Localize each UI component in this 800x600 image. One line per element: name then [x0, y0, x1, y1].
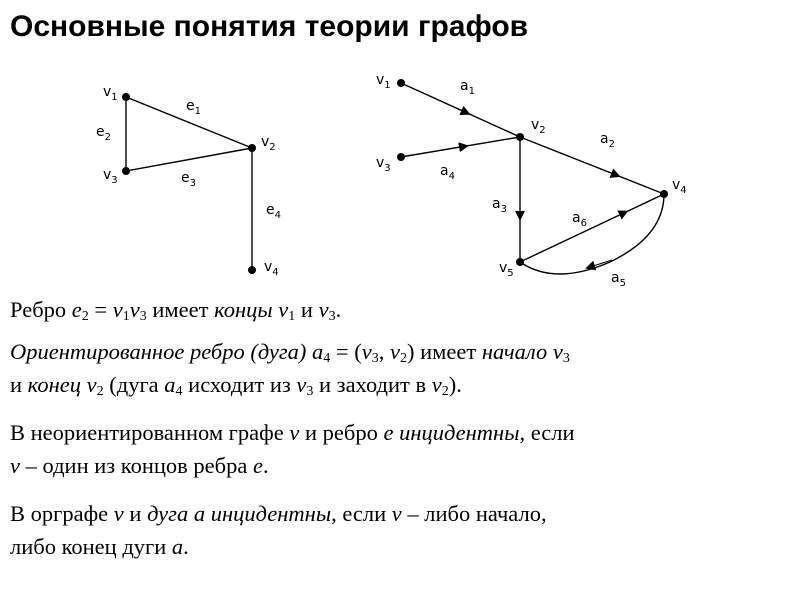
- text-line-digraph-incidence: В орграфе v и дуга a инцидентны, если v – либо начало,: [10, 501, 547, 526]
- text-line-digraph-incidence-cont: либо конец дуги a.: [10, 534, 189, 559]
- vertex-v3-label: $v_3$: [376, 155, 391, 174]
- arc-a1-arrowhead: [440, 101, 466, 113]
- arc-a3-label: $a_3$: [492, 196, 507, 215]
- arc-a1-label: $a_1$: [460, 78, 475, 97]
- arc-a5-label: $a_5$: [611, 270, 626, 289]
- text-line-undirected-incidence: В неориентированном графе v и ребро e инцидентны, если: [10, 420, 575, 445]
- text-line-directed-edge: Ориентированное ребро (дуга) $a_4 = (v_3$, $v_2$) имеет начало $v_3$: [10, 339, 570, 366]
- vertex-v1-dot: [122, 93, 130, 101]
- vertex-v5-label: $v_5$: [499, 260, 514, 279]
- arc-a4-arrowhead: [440, 146, 464, 150]
- vertex-v2-dot: [516, 133, 524, 141]
- vertex-v3-dot: [397, 153, 405, 161]
- text-line-arc-end: и конец $v_2$ (дуга $a_4$ исходит из $v_3$ и заходит в $v_2$).: [10, 372, 462, 399]
- arc-a6-label: $a_6$: [572, 210, 587, 229]
- edge-e4-label: $e_4$: [266, 202, 281, 221]
- vertex-v1-label: $v_1$: [376, 72, 391, 91]
- edge-e2-label: $e_2$: [96, 124, 111, 143]
- edge-e3-label: $e_3$: [181, 170, 196, 189]
- arc-a5-curve: [520, 194, 664, 274]
- vertex-v2-label: $v_2$: [531, 117, 546, 136]
- vertex-v2-label: $v_2$: [261, 134, 276, 153]
- arc-a2-arrowhead: [598, 168, 616, 175]
- vertex-v4-label: $v_4$: [264, 259, 279, 278]
- arc-a4-label: $a_4$: [440, 163, 455, 182]
- vertex-v4-dot: [248, 266, 256, 274]
- vertex-v5-dot: [516, 258, 524, 266]
- vertex-v4-label: $v_4$: [672, 177, 687, 196]
- vertex-v1-label: $v_1$: [103, 84, 118, 103]
- directed-graph: [376, 72, 687, 289]
- text-line-undirected-incidence-cont: v – один из концов ребра e.: [10, 453, 269, 478]
- arc-a2-line: [520, 137, 664, 194]
- vertex-v3-label: $v_3$: [103, 167, 118, 186]
- vertex-v1-dot: [397, 79, 405, 87]
- undirected-graph: [96, 84, 281, 278]
- arc-a2-label: $a_2$: [600, 131, 615, 150]
- arc-a6-line: [520, 194, 664, 262]
- text-line-edge-ends: Ребро $e_2 = v_1v_3$ имеет концы $v_1$ и $v_3$.: [10, 297, 342, 324]
- slide-title: Основные понятия теории графов: [10, 10, 529, 43]
- edge-e3-line: [126, 148, 252, 171]
- vertex-v3-dot: [122, 167, 130, 175]
- edge-e1-label: $e_1$: [186, 98, 201, 117]
- vertex-v4-dot: [660, 190, 668, 198]
- vertex-v2-dot: [248, 144, 256, 152]
- arc-a6-arrowhead: [600, 213, 624, 224]
